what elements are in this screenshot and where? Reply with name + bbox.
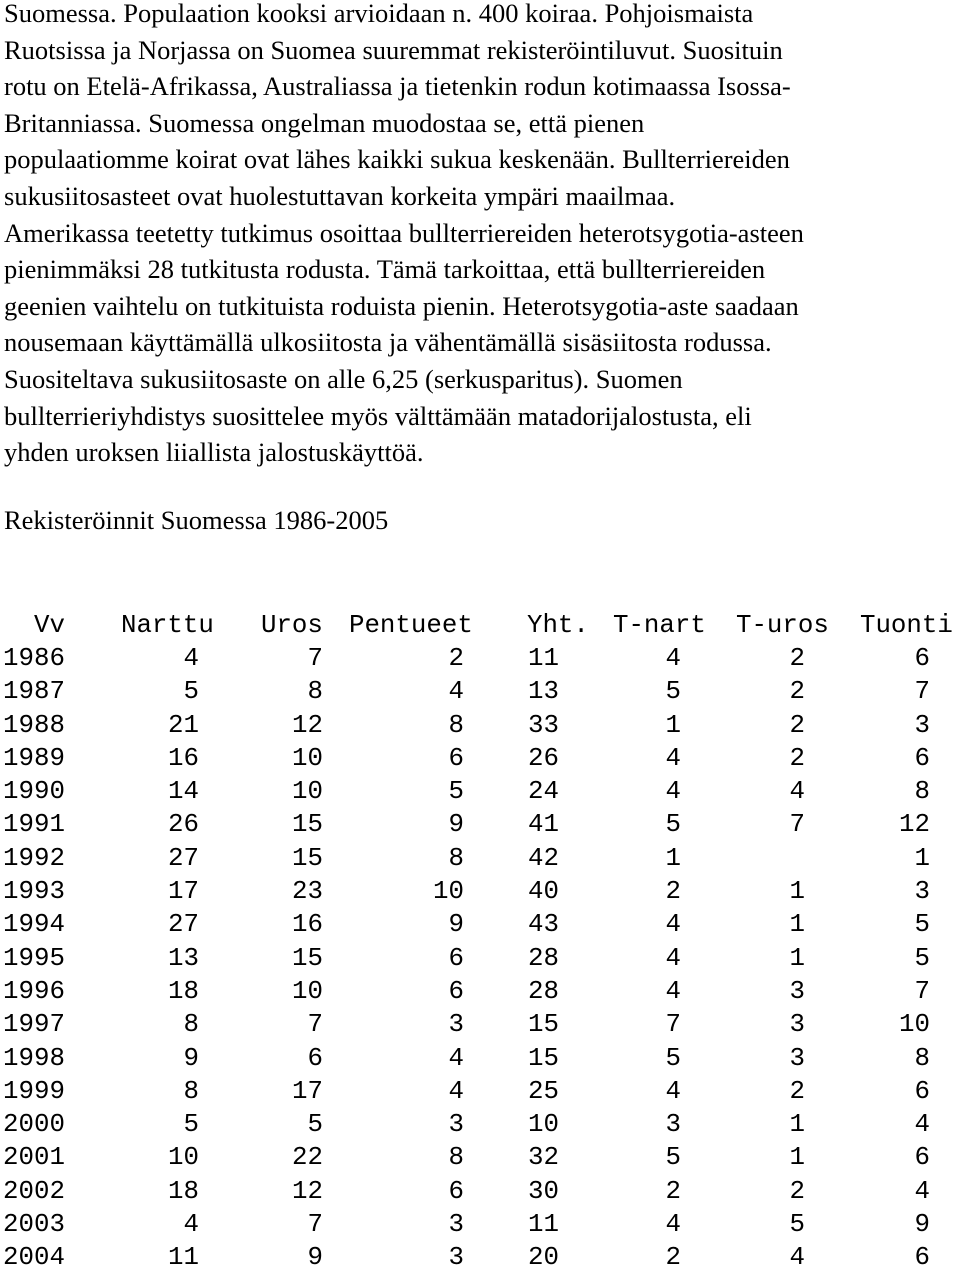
cell-tuonti: 3 (914, 710, 930, 740)
cell-year: 1992 (3, 843, 65, 873)
cell-t-uros: 3 (789, 1043, 805, 1073)
cell-year: 2002 (3, 1176, 65, 1206)
cell-pentueet: 4 (448, 1076, 464, 1106)
cell-year: 1991 (3, 810, 65, 840)
cell-uros: 17 (292, 1076, 323, 1106)
cell-yht: 11 (528, 1210, 559, 1240)
cell-uros: 6 (307, 1043, 323, 1073)
cell-uros: 5 (307, 1110, 323, 1140)
paragraph-line: Britanniassa. Suomessa ongelman muodostaa se, että pienen (4, 107, 645, 138)
cell-yht: 10 (528, 1110, 559, 1140)
cell-yht: 15 (528, 1010, 559, 1040)
cell-narttu: 8 (183, 1076, 199, 1106)
cell-t-uros: 1 (789, 1143, 805, 1173)
cell-uros: 7 (307, 1210, 323, 1240)
table-row (3, 1075, 930, 1108)
table-row (3, 908, 930, 941)
cell-t-nart: 5 (665, 1043, 681, 1073)
cell-tuonti: 6 (914, 644, 930, 673)
paragraph-line: Amerikassa teetetty tutkimus osoittaa bullterriereiden heterotsygotia-asteen (4, 217, 804, 248)
cell-pentueet: 3 (448, 1010, 464, 1040)
cell-year: 2004 (3, 1243, 65, 1273)
cell-tuonti: 8 (914, 1043, 930, 1073)
cell-t-uros: 2 (789, 1076, 805, 1106)
table-row (3, 1175, 930, 1208)
cell-yht: 33 (528, 710, 559, 740)
cell-narttu: 4 (183, 1210, 199, 1240)
cell-yht: 41 (528, 810, 559, 840)
cell-tuonti: 10 (899, 1010, 930, 1040)
cell-pentueet: 2 (448, 644, 464, 673)
cell-yht: 32 (528, 1143, 559, 1173)
cell-yht: 40 (528, 877, 559, 907)
table-row (3, 775, 930, 808)
cell-yht: 11 (528, 644, 559, 673)
cell-year: 1998 (3, 1043, 65, 1073)
cell-year: 1989 (3, 743, 65, 773)
cell-t-nart: 4 (665, 910, 681, 940)
cell-t-nart: 1 (665, 710, 681, 740)
table-row (3, 808, 930, 841)
cell-narttu: 5 (183, 677, 199, 707)
cell-pentueet: 4 (448, 677, 464, 707)
cell-pentueet: 5 (448, 777, 464, 807)
cell-t-uros: 3 (789, 1010, 805, 1040)
paragraph-line: rotu on Etelä-Afrikassa, Australiassa ja tietenkin rodun kotimaassa Isossa- (4, 71, 791, 102)
cell-narttu: 5 (183, 1110, 199, 1140)
cell-uros: 8 (307, 677, 323, 707)
cell-pentueet: 4 (448, 1043, 464, 1073)
cell-year: 1999 (3, 1076, 65, 1106)
registrations-heading: Rekisteröinnit Suomessa 1986-2005 (4, 505, 389, 535)
cell-year: 2003 (3, 1210, 65, 1240)
cell-t-uros: 3 (789, 976, 805, 1006)
cell-t-nart: 4 (665, 777, 681, 807)
cell-t-uros: 7 (789, 810, 805, 840)
cell-uros: 16 (292, 910, 323, 940)
cell-tuonti: 8 (914, 777, 930, 807)
cell-uros: 9 (307, 1243, 323, 1273)
cell-t-nart: 4 (665, 976, 681, 1006)
cell-narttu: 9 (183, 1043, 199, 1073)
cell-narttu: 26 (168, 810, 199, 840)
cell-t-nart: 5 (665, 677, 681, 707)
cell-year: 1997 (3, 1010, 65, 1040)
cell-narttu: 16 (168, 743, 199, 773)
column-header-year: Vv (33, 611, 65, 640)
cell-uros: 22 (292, 1143, 323, 1173)
cell-yht: 15 (528, 1043, 559, 1073)
cell-narttu: 11 (168, 1243, 199, 1273)
paragraph-line: geenien vaihtelu on tutkituista roduista pienin. Heterotsygotia-aste saadaan (4, 290, 799, 321)
cell-narttu: 10 (168, 1143, 199, 1173)
column-header-uros: Uros (260, 611, 323, 640)
cell-narttu: 14 (168, 777, 199, 807)
cell-t-uros: 1 (789, 943, 805, 973)
cell-t-nart: 5 (665, 810, 681, 840)
cell-year: 2001 (3, 1143, 65, 1173)
cell-t-uros: 4 (789, 1243, 805, 1273)
cell-tuonti: 5 (914, 910, 930, 940)
paragraph-line: populaatiomme koirat ovat lähes kaikki sukua keskenään. Bullterriereiden (4, 144, 790, 175)
cell-t-uros: 1 (789, 910, 805, 940)
table-row (3, 675, 930, 708)
column-header-tuonti: Tuonti (859, 611, 953, 640)
paragraph-line: yhden uroksen liiallista jalostuskäyttöä. (4, 437, 424, 468)
cell-pentueet: 8 (448, 710, 464, 740)
cell-uros: 10 (292, 777, 323, 807)
cell-tuonti: 12 (899, 810, 930, 840)
cell-t-nart: 4 (665, 1076, 681, 1106)
cell-year: 2000 (3, 1110, 65, 1140)
cell-yht: 20 (528, 1243, 559, 1273)
cell-narttu: 27 (168, 843, 199, 873)
cell-t-nart: 2 (665, 1243, 681, 1273)
cell-narttu: 18 (168, 1176, 199, 1206)
cell-yht: 26 (528, 743, 559, 773)
cell-yht: 30 (528, 1176, 559, 1206)
cell-yht: 28 (528, 943, 559, 973)
table-row (3, 642, 930, 675)
cell-tuonti: 5 (914, 943, 930, 973)
table-row (3, 1108, 930, 1141)
paragraph-line: nousemaan käyttämällä ulkosiitosta ja vähentämällä sisäsiitosta rodussa. (4, 327, 772, 358)
cell-uros: 7 (307, 1010, 323, 1040)
cell-tuonti: 3 (914, 877, 930, 907)
cell-t-uros: 5 (789, 1210, 805, 1240)
cell-yht: 28 (528, 976, 559, 1006)
cell-t-uros: 1 (789, 877, 805, 907)
cell-pentueet: 3 (448, 1210, 464, 1240)
cell-pentueet: 6 (448, 743, 464, 773)
cell-t-uros: 2 (789, 1176, 805, 1206)
paragraph-line: Ruotsissa ja Norjassa on Suomea suuremmat rekisteröintiluvut. Suosituin (4, 34, 783, 65)
cell-narttu: 18 (168, 976, 199, 1006)
cell-pentueet: 9 (448, 810, 464, 840)
cell-t-uros: 2 (789, 677, 805, 707)
cell-pentueet: 3 (448, 1243, 464, 1273)
cell-t-uros: 4 (789, 777, 805, 807)
table-row (3, 742, 930, 775)
cell-tuonti: 6 (914, 1143, 930, 1173)
cell-tuonti: 6 (914, 1076, 930, 1106)
cell-t-nart: 4 (665, 743, 681, 773)
cell-uros: 15 (292, 810, 323, 840)
cell-narttu: 13 (168, 943, 199, 973)
cell-tuonti: 4 (914, 1176, 930, 1206)
table-row (3, 709, 930, 742)
table-row (3, 1141, 930, 1174)
cell-pentueet: 3 (448, 1110, 464, 1140)
paragraph-line: pienimmäksi 28 tutkitusta rodusta. Tämä tarkoittaa, että bullterriereiden (4, 254, 766, 285)
cell-pentueet: 6 (448, 976, 464, 1006)
cell-pentueet: 8 (448, 843, 464, 873)
cell-yht: 25 (528, 1076, 559, 1106)
paragraph-line: Suositeltava sukusiitosaste on alle 6,25 (serkusparitus). Suomen (4, 363, 683, 394)
cell-tuonti: 4 (914, 1110, 930, 1140)
cell-narttu: 8 (183, 1010, 199, 1040)
cell-uros: 15 (292, 843, 323, 873)
cell-tuonti: 6 (914, 743, 930, 773)
table-row (3, 842, 930, 875)
cell-pentueet: 10 (433, 877, 464, 907)
cell-pentueet: 6 (448, 943, 464, 973)
cell-year: 1996 (3, 976, 65, 1006)
column-header-yht: Yht. (526, 611, 589, 640)
cell-year: 1995 (3, 943, 65, 973)
cell-year: 1993 (3, 877, 65, 907)
table-row (3, 875, 930, 908)
cell-yht: 43 (528, 910, 559, 940)
cell-uros: 23 (292, 877, 323, 907)
cell-narttu: 21 (168, 710, 199, 740)
cell-tuonti: 7 (914, 677, 930, 707)
cell-t-uros: 2 (789, 743, 805, 773)
cell-t-uros: 2 (789, 710, 805, 740)
cell-yht: 42 (528, 843, 559, 873)
cell-tuonti: 7 (914, 976, 930, 1006)
cell-year: 1988 (3, 710, 65, 740)
cell-t-uros: 1 (789, 1110, 805, 1140)
cell-yht: 13 (528, 677, 559, 707)
table-header (3, 576, 953, 642)
paragraph-line: Suomessa. Populaation kooksi arvioidaan n. 400 koiraa. Pohjoismaista (4, 0, 754, 28)
column-header-t-uros: T-uros (735, 611, 829, 640)
cell-year: 1990 (3, 777, 65, 807)
cell-narttu: 27 (168, 910, 199, 940)
table-row (3, 942, 930, 975)
table-body (3, 642, 930, 1275)
cell-pentueet: 6 (448, 1176, 464, 1206)
cell-tuonti: 9 (914, 1210, 930, 1240)
table-row (3, 1241, 930, 1274)
table-row (3, 1042, 930, 1075)
cell-year: 1987 (3, 677, 65, 707)
cell-tuonti: 1 (914, 843, 930, 873)
cell-narttu: 4 (183, 644, 199, 673)
cell-t-nart: 7 (665, 1010, 681, 1040)
cell-uros: 12 (292, 1176, 323, 1206)
cell-uros: 10 (292, 743, 323, 773)
cell-uros: 10 (292, 976, 323, 1006)
column-header-t-nart: T-nart (612, 611, 706, 640)
cell-pentueet: 8 (448, 1143, 464, 1173)
paragraph-line: sukusiitosasteet ovat huolestuttavan korkeita ympäri maailmaa. (4, 180, 676, 211)
cell-pentueet: 9 (448, 910, 464, 940)
cell-t-uros: 2 (789, 644, 805, 673)
table-row (3, 1208, 930, 1241)
cell-t-nart: 3 (665, 1110, 681, 1140)
cell-year: 1986 (3, 644, 65, 673)
cell-uros: 12 (292, 710, 323, 740)
table-row (3, 975, 930, 1008)
body-paragraph (4, 0, 960, 471)
cell-narttu: 17 (168, 877, 199, 907)
cell-t-nart: 2 (665, 1176, 681, 1206)
column-header-narttu: Narttu (120, 611, 214, 640)
cell-t-nart: 1 (665, 843, 681, 873)
cell-yht: 24 (528, 777, 559, 807)
cell-year: 1994 (3, 910, 65, 940)
column-header-pentueet: Pentueet (348, 611, 473, 640)
cell-t-nart: 4 (665, 943, 681, 973)
cell-t-nart: 4 (665, 644, 681, 673)
table-row (3, 1008, 930, 1041)
cell-tuonti: 6 (914, 1243, 930, 1273)
cell-t-nart: 5 (665, 1143, 681, 1173)
cell-uros: 15 (292, 943, 323, 973)
paragraph-line: bullterrieriyhdistys suosittelee myös välttämään matadorijalostusta, eli (4, 400, 752, 431)
cell-t-nart: 2 (665, 877, 681, 907)
cell-uros: 7 (307, 644, 323, 673)
cell-t-nart: 4 (665, 1210, 681, 1240)
